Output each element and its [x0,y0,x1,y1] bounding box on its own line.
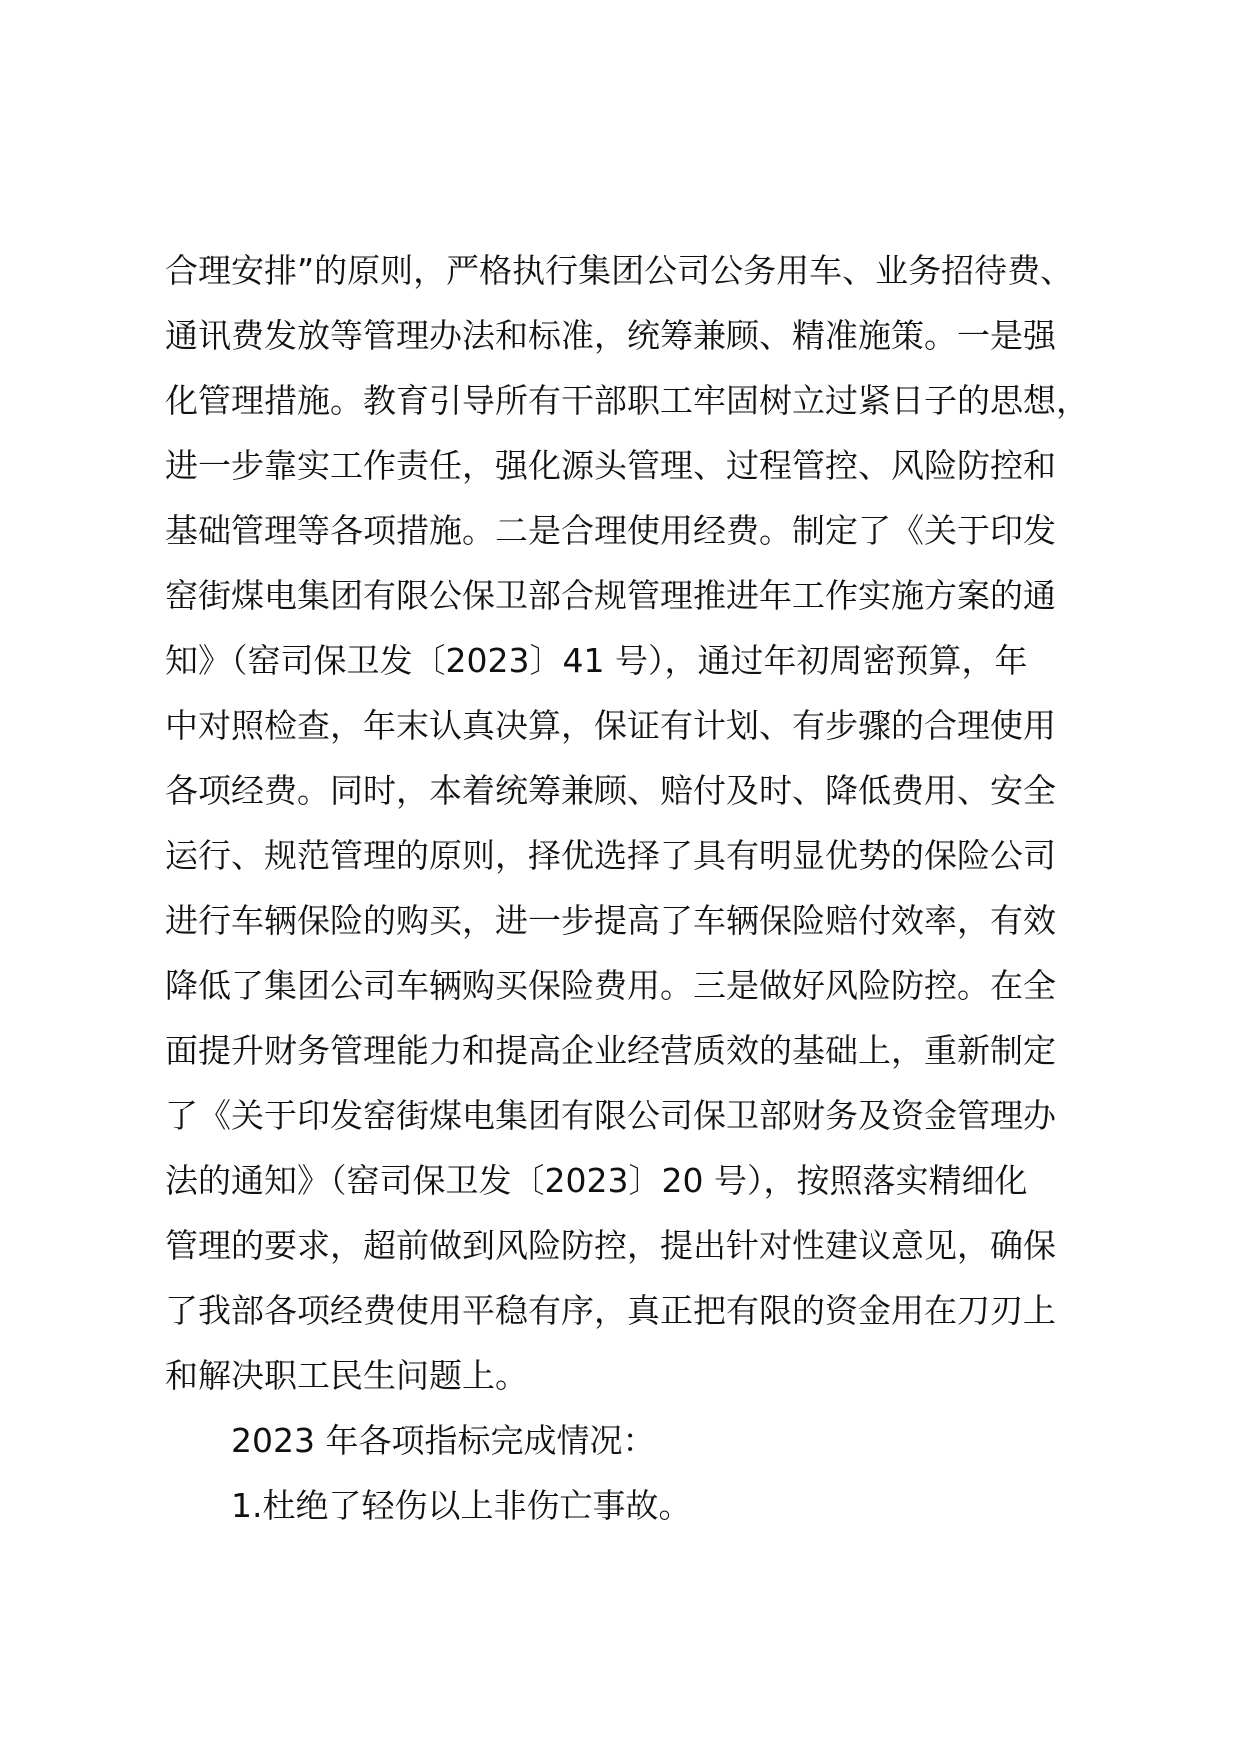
paragraph-line: 通讯费发放等管理办法和标准，统筹兼顾、精准施策。一是强 [165,316,1056,355]
body-text [165,238,1095,1538]
paragraph-line: 合理安排”的原则，严格执行集团公司公务用车、业务招待费、 [165,251,1074,290]
indicators-heading: 2023 年各项指标完成情况： [231,1421,656,1460]
paragraph-line: 中对照检查，年末认真决算，保证有计划、有步骤的合理使用 [165,706,1056,745]
paragraph-line: 了《关于印发窑街煤电集团有限公司保卫部财务及资金管理办 [165,1096,1056,1135]
paragraph-line: 进行车辆保险的购买，进一步提高了车辆保险赔付效率，有效 [165,901,1056,940]
paragraph-line: 化管理措施。教育引导所有干部职工牢固树立过紧日子的思想， [165,381,1089,420]
paragraph-line: 知》（窑司保卫发〔2023〕41 号），通过年初周密预算，年 [165,641,1028,680]
paragraph-line: 降低了集团公司车辆购买保险费用。三是做好风险防控。在全 [165,966,1056,1005]
paragraph-line: 管理的要求，超前做到风险防控，提出针对性建议意见，确保 [165,1226,1056,1265]
paragraph-line: 窑街煤电集团有限公保卫部合规管理推进年工作实施方案的通 [165,576,1056,615]
paragraph-line: 和解决职工民生问题上。 [165,1356,528,1395]
indicator-item: 1.杜绝了轻伤以上非伤亡事故。 [231,1486,692,1525]
paragraph-line: 法的通知》（窑司保卫发〔2023〕20 号），按照落实精细化 [165,1161,1028,1200]
paragraph-line: 运行、规范管理的原则，择优选择了具有明显优势的保险公司 [165,836,1056,875]
paragraph-line: 各项经费。同时，本着统筹兼顾、赔付及时、降低费用、安全 [165,771,1056,810]
paragraph-line: 面提升财务管理能力和提高企业经营质效的基础上，重新制定 [165,1031,1056,1070]
paragraph-line: 了我部各项经费使用平稳有序，真正把有限的资金用在刀刃上 [165,1291,1056,1330]
paragraph-line: 进一步靠实工作责任，强化源头管理、过程管控、风险防控和 [165,446,1056,485]
paragraph-line: 基础管理等各项措施。二是合理使用经费。制定了《关于印发 [165,511,1056,550]
